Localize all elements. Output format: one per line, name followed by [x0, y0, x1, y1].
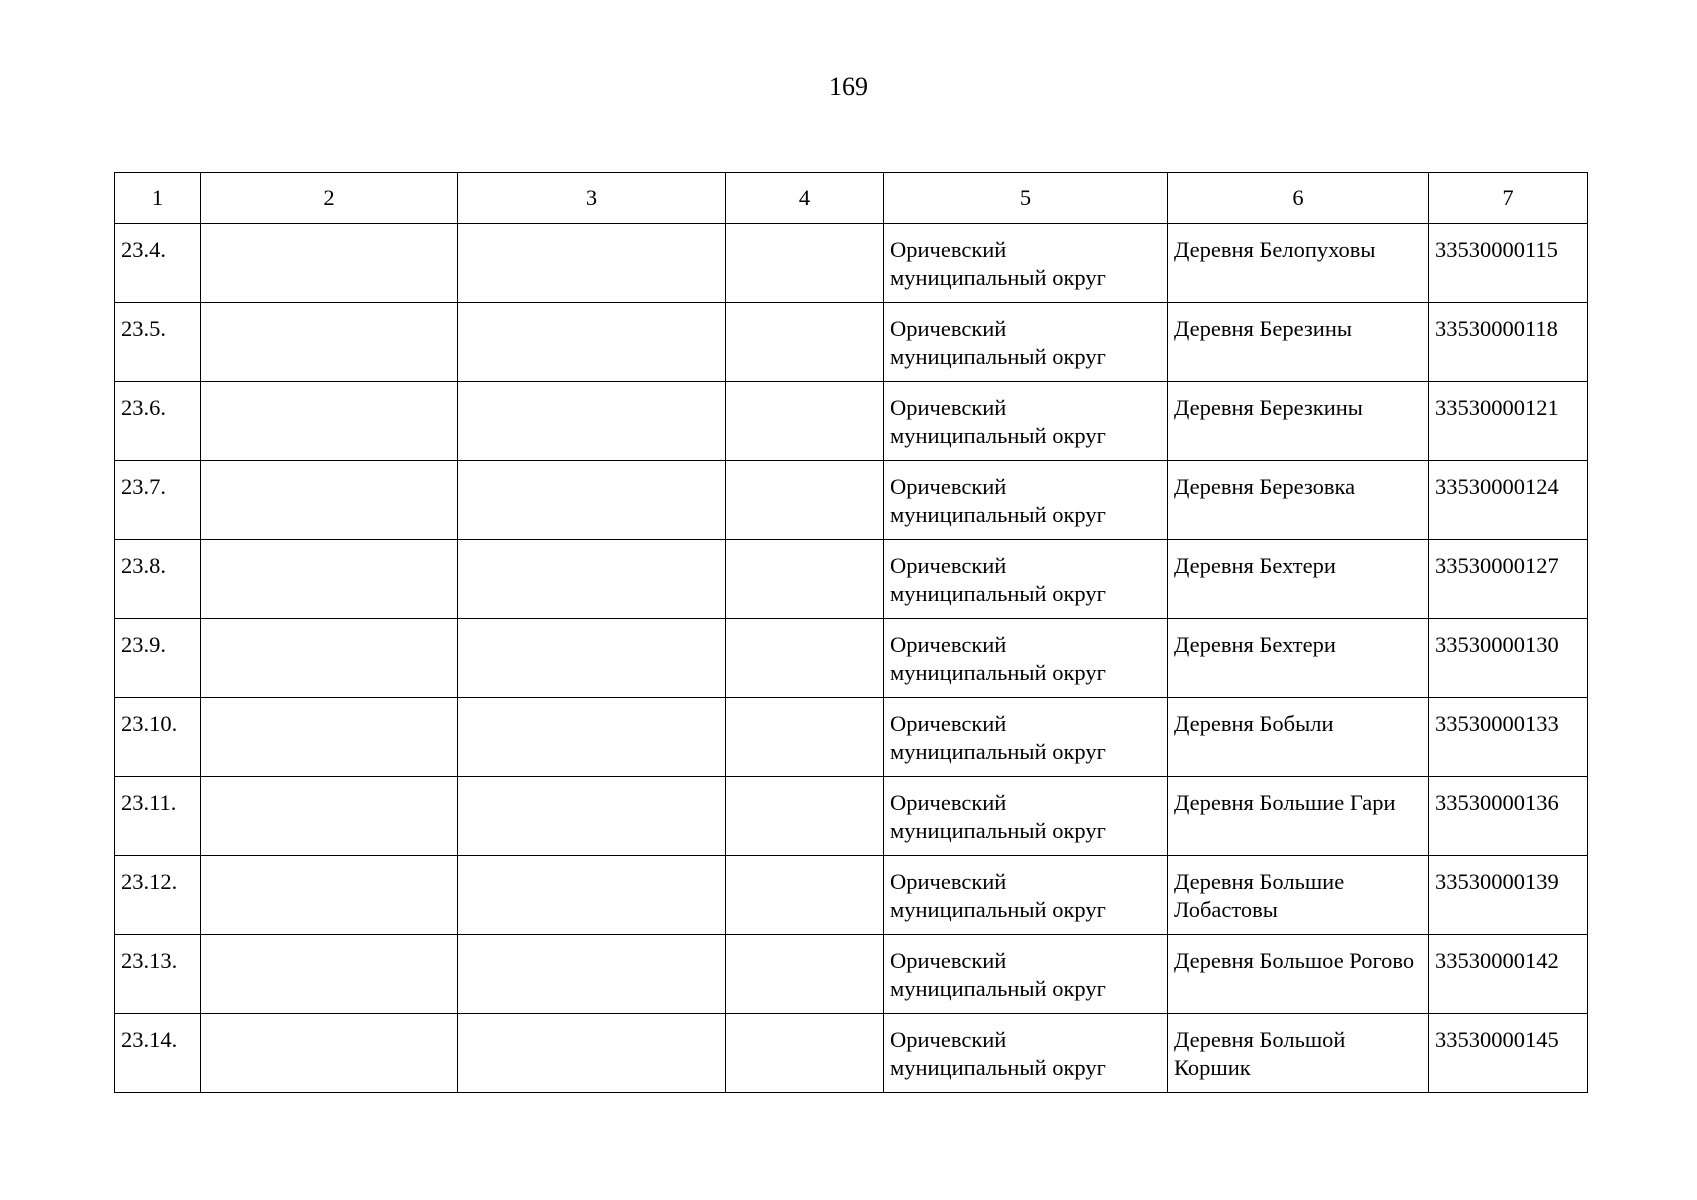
municipal-district: Оричевский муниципальный округ: [884, 540, 1168, 619]
column-header-7: 7: [1429, 173, 1588, 224]
cell-col-2: [201, 461, 458, 540]
table-row: [115, 461, 1588, 540]
row-number: 23.11.: [115, 777, 201, 856]
cell-col-4: [726, 540, 884, 619]
cell-col-3: [458, 698, 726, 777]
column-header-5: 5: [884, 173, 1168, 224]
cell-col-2: [201, 382, 458, 461]
table-row: [115, 1014, 1588, 1093]
settlement-name: Деревня Большой Коршик: [1168, 1014, 1429, 1093]
header-row: [115, 173, 1588, 224]
cell-col-3: [458, 540, 726, 619]
settlement-name: Деревня Березины: [1168, 303, 1429, 382]
cell-col-3: [458, 619, 726, 698]
cell-col-3: [458, 856, 726, 935]
row-number: 23.9.: [115, 619, 201, 698]
settlement-name: Деревня Большие Гари: [1168, 777, 1429, 856]
row-number: 23.8.: [115, 540, 201, 619]
row-number: 23.4.: [115, 224, 201, 303]
oktmo-code: 33530000124: [1429, 461, 1588, 540]
cell-col-2: [201, 224, 458, 303]
table-row: [115, 224, 1588, 303]
oktmo-code: 33530000142: [1429, 935, 1588, 1014]
municipal-district: Оричевский муниципальный округ: [884, 224, 1168, 303]
table-row: [115, 935, 1588, 1014]
cell-col-3: [458, 224, 726, 303]
cell-col-2: [201, 935, 458, 1014]
settlement-table: [114, 172, 1588, 1093]
oktmo-code: 33530000121: [1429, 382, 1588, 461]
row-number: 23.6.: [115, 382, 201, 461]
cell-col-2: [201, 1014, 458, 1093]
municipal-district: Оричевский муниципальный округ: [884, 935, 1168, 1014]
settlement-name: Деревня Березовка: [1168, 461, 1429, 540]
column-header-6: 6: [1168, 173, 1429, 224]
cell-col-3: [458, 303, 726, 382]
oktmo-code: 33530000139: [1429, 856, 1588, 935]
municipal-district: Оричевский муниципальный округ: [884, 856, 1168, 935]
cell-col-2: [201, 698, 458, 777]
column-header-2: 2: [201, 173, 458, 224]
oktmo-code: 33530000127: [1429, 540, 1588, 619]
column-header-1: 1: [115, 173, 201, 224]
cell-col-4: [726, 777, 884, 856]
municipal-district: Оричевский муниципальный округ: [884, 1014, 1168, 1093]
cell-col-3: [458, 777, 726, 856]
cell-col-3: [458, 382, 726, 461]
municipal-district: Оричевский муниципальный округ: [884, 303, 1168, 382]
cell-col-4: [726, 619, 884, 698]
cell-col-4: [726, 698, 884, 777]
settlement-name: Деревня Большое Рогово: [1168, 935, 1429, 1014]
municipal-district: Оричевский муниципальный округ: [884, 461, 1168, 540]
row-number: 23.13.: [115, 935, 201, 1014]
oktmo-code: 33530000133: [1429, 698, 1588, 777]
table-row: [115, 540, 1588, 619]
cell-col-2: [201, 303, 458, 382]
oktmo-code: 33530000136: [1429, 777, 1588, 856]
table-row: [115, 619, 1588, 698]
cell-col-3: [458, 935, 726, 1014]
table-row: [115, 303, 1588, 382]
row-number: 23.14.: [115, 1014, 201, 1093]
row-number: 23.10.: [115, 698, 201, 777]
cell-col-3: [458, 1014, 726, 1093]
cell-col-2: [201, 540, 458, 619]
municipal-district: Оричевский муниципальный округ: [884, 698, 1168, 777]
settlement-name: Деревня Бобыли: [1168, 698, 1429, 777]
settlement-name: Деревня Бехтери: [1168, 619, 1429, 698]
cell-col-4: [726, 1014, 884, 1093]
row-number: 23.7.: [115, 461, 201, 540]
cell-col-4: [726, 303, 884, 382]
municipal-district: Оричевский муниципальный округ: [884, 777, 1168, 856]
row-number: 23.12.: [115, 856, 201, 935]
column-header-3: 3: [458, 173, 726, 224]
table-row: [115, 856, 1588, 935]
oktmo-code: 33530000115: [1429, 224, 1588, 303]
oktmo-code: 33530000145: [1429, 1014, 1588, 1093]
column-header-4: 4: [726, 173, 884, 224]
oktmo-code: 33530000118: [1429, 303, 1588, 382]
table-row: [115, 382, 1588, 461]
settlement-name: Деревня Большие Лобастовы: [1168, 856, 1429, 935]
row-number: 23.5.: [115, 303, 201, 382]
cell-col-4: [726, 461, 884, 540]
settlement-name: Деревня Бехтери: [1168, 540, 1429, 619]
table-row: [115, 698, 1588, 777]
oktmo-code: 33530000130: [1429, 619, 1588, 698]
cell-col-2: [201, 619, 458, 698]
cell-col-4: [726, 224, 884, 303]
cell-col-4: [726, 935, 884, 1014]
table-row: [115, 777, 1588, 856]
settlement-name: Деревня Белопуховы: [1168, 224, 1429, 303]
cell-col-2: [201, 856, 458, 935]
municipal-district: Оричевский муниципальный округ: [884, 619, 1168, 698]
cell-col-4: [726, 382, 884, 461]
page-number: 169: [829, 72, 868, 101]
cell-col-4: [726, 856, 884, 935]
cell-col-2: [201, 777, 458, 856]
settlement-name: Деревня Березкины: [1168, 382, 1429, 461]
municipal-district: Оричевский муниципальный округ: [884, 382, 1168, 461]
cell-col-3: [458, 461, 726, 540]
